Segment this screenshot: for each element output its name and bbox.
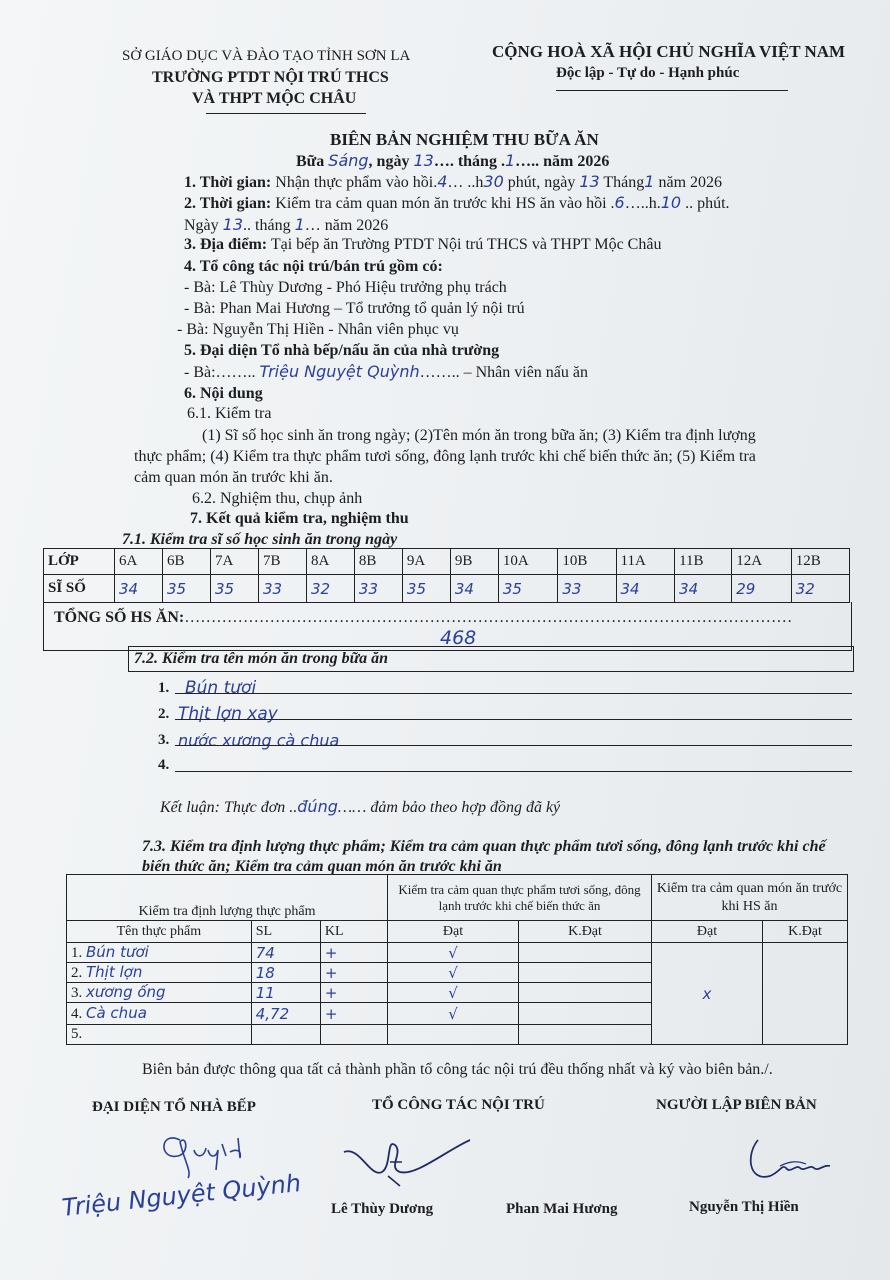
- section-7-3-line2: biến thức ăn; Kiểm tra cảm quan món ăn trước khi ăn: [142, 858, 502, 875]
- count-cell: 29: [732, 575, 792, 603]
- document-title: BIÊN BẢN NGHIỆM THU BỮA ĂN: [330, 130, 599, 149]
- food-kl-cell: +: [320, 963, 387, 983]
- count-cell: 34: [675, 575, 732, 603]
- dish-line-3: [175, 745, 852, 746]
- count-cell: 33: [258, 575, 306, 603]
- food-name-cell: 4. Cà chua: [67, 1003, 252, 1025]
- kitchen-signature: [150, 1120, 260, 1180]
- dish-num-4: 4.: [158, 757, 170, 773]
- class-cell: 10A: [498, 549, 558, 575]
- col-meal-pass: Đạt: [652, 921, 763, 943]
- food-pass-cell: [388, 1025, 519, 1045]
- dish-name-3: nước xương cà chua: [178, 731, 340, 750]
- country-name: CỘNG HOÀ XÃ HỘI CHỦ NGHĨA VIỆT NAM: [492, 42, 846, 61]
- total-value: 468: [440, 627, 477, 649]
- food-sl-cell: [251, 1025, 320, 1045]
- kitchen-name-handwritten: Triệu Nguyệt Quỳnh: [259, 362, 420, 381]
- food-name-cell: 5.: [67, 1025, 252, 1045]
- food-kl-cell: +: [320, 1003, 387, 1025]
- class-cell: 10B: [558, 549, 616, 575]
- section-6-para2: thực phẩm; (4) Kiểm tra thực phẩm tươi sống, đông lạnh trước khi chế biến thức ăn; (5) Kiểm tra: [134, 448, 756, 465]
- class-cell: 6A: [115, 549, 163, 575]
- department-name: SỞ GIÁO DỤC VÀ ĐÀO TẠO TỈNH SƠN LA: [122, 48, 411, 64]
- food-kl-cell: +: [320, 943, 387, 963]
- food-fail-cell: [519, 983, 652, 1003]
- month-handwritten: 1: [504, 151, 516, 170]
- food-sl-cell: 11: [251, 983, 320, 1003]
- member-1: - Bà: Lê Thùy Dương - Phó Hiệu trưởng phụ trách: [184, 279, 507, 296]
- section-6-para1: (1) Sĩ số học sinh ăn trong ngày; (2)Tên món ăn trong bữa ăn; (3) Kiểm tra định lượng: [202, 427, 756, 444]
- food-pass-cell: √: [388, 963, 519, 983]
- author-signature-title: NGƯỜI LẬP BIÊN BẢN: [656, 1097, 817, 1113]
- author-signer-name: Nguyễn Thị Hiền: [689, 1199, 799, 1215]
- section-3: 3. Địa điểm: Tại bếp ăn Trường PTDT Nội trú THCS và THPT Mộc Châu: [184, 236, 662, 253]
- dish-line-2: [175, 719, 852, 720]
- section-1: 1. Thời gian: Nhận thực phẩm vào hồi.4… ..h30 phút, ngày 13 Tháng1 năm 2026: [184, 172, 723, 191]
- section-6-para3: cảm quan món ăn trước khi ăn.: [134, 469, 333, 486]
- class-cell: 6B: [162, 549, 210, 575]
- col-fresh-pass: Đạt: [388, 921, 519, 943]
- count-cell: 35: [402, 575, 450, 603]
- food-kl-cell: [320, 1025, 387, 1045]
- meal-fail-cell: [763, 943, 848, 1045]
- header-left-underline: [206, 113, 366, 114]
- section-7-3-line1: 7.3. Kiểm tra định lượng thực phẩm; Kiểm tra cảm quan thực phẩm tươi sống, đông lạnh trước khi chế: [142, 838, 826, 855]
- count-cell: 35: [210, 575, 258, 603]
- class-cell: 11A: [616, 549, 675, 575]
- food-sl-cell: 4,72: [251, 1003, 320, 1025]
- motto: Độc lập - Tự do - Hạnh phúc: [556, 65, 740, 81]
- count-cell: 32: [306, 575, 354, 603]
- class-cell: 8A: [306, 549, 354, 575]
- count-row: [44, 575, 850, 603]
- author-signature: [740, 1134, 850, 1194]
- class-row-label: LỚP: [44, 549, 115, 575]
- section-6-heading: 6. Nội dung: [184, 385, 263, 402]
- food-name-cell: 1. Bún tươi: [67, 943, 252, 963]
- count-cell: 33: [354, 575, 402, 603]
- menu-conclusion: Kết luận: Thực đơn ..đúng…… đảm bảo theo hợp đồng đã ký: [160, 797, 561, 816]
- team-signature-title: TỔ CÔNG TÁC NỘI TRÚ: [372, 1097, 545, 1113]
- food-fail-cell: [519, 1003, 652, 1025]
- food-sl-cell: 74: [251, 943, 320, 963]
- header-fresh: Kiểm tra cảm quan thực phẩm tươi sống, đông lạnh trước khi chế biến thức ăn: [388, 875, 652, 921]
- member-2: - Bà: Phan Mai Hương – Tổ trưởng tổ quản lý nội trú: [184, 300, 525, 317]
- quality-table: [66, 874, 848, 1045]
- total-label: TỔNG SỐ HS ĂN:……………………………………………………………………………………………………: [54, 609, 793, 626]
- meal-pass-mark: x: [652, 943, 763, 1045]
- header-meal: Kiểm tra cảm quan món ăn trước khi HS ăn: [652, 875, 848, 921]
- closing-statement: Biên bản được thông qua tất cả thành phần tổ công tác nội trú đều thống nhất và ký vào biên bản./.: [142, 1061, 773, 1078]
- school-name-line2: VÀ THPT MỘC CHÂU: [192, 90, 357, 107]
- section-7-1: 7.1. Kiểm tra sĩ số học sinh ăn trong ngày: [122, 531, 398, 548]
- class-cell: 11B: [675, 549, 732, 575]
- count-cell: 32: [791, 575, 849, 603]
- section-7-2: 7.2. Kiểm tra tên món ăn trong bữa ăn: [134, 650, 389, 667]
- team-signature: [340, 1132, 480, 1192]
- dish-name-1: Bún tươi: [185, 678, 257, 698]
- member-3: - Bà: Nguyễn Thị Hiền - Nhân viên phục vụ: [177, 321, 459, 338]
- team-signer-2: Phan Mai Hương: [506, 1201, 618, 1217]
- col-fresh-fail: K.Đạt: [519, 921, 652, 943]
- dish-line-4: [175, 771, 852, 772]
- day-handwritten: 13: [413, 151, 434, 170]
- count-cell: 34: [115, 575, 163, 603]
- food-name-cell: 2. Thịt lợn: [67, 963, 252, 983]
- meal-line: Bữa Sáng, ngày 13…. tháng .1….. năm 2026: [296, 151, 610, 170]
- class-cell: 8B: [354, 549, 402, 575]
- section-2-date: Ngày 13.. tháng 1… năm 2026: [184, 215, 389, 234]
- food-fail-cell: [519, 963, 652, 983]
- class-cell: 9B: [450, 549, 498, 575]
- header-quantity: Kiểm tra định lượng thực phẩm: [67, 875, 388, 921]
- kitchen-representative: - Bà:…….. Triệu Nguyệt Quỳnh…….. – Nhân viên nấu ăn: [184, 362, 588, 381]
- attendance-table: [43, 548, 850, 603]
- food-sl-cell: 18: [251, 963, 320, 983]
- food-fail-cell: [519, 943, 652, 963]
- class-cell: 12B: [791, 549, 849, 575]
- count-cell: 35: [162, 575, 210, 603]
- col-food-name: Tên thực phẩm: [67, 921, 252, 943]
- kitchen-signature-title: ĐẠI DIỆN TỔ NHÀ BẾP: [92, 1099, 256, 1115]
- dish-num-2: 2.: [158, 706, 170, 722]
- dish-name-2: Thịt lợn xay: [178, 704, 278, 724]
- header-right-underline: [556, 90, 788, 91]
- count-cell: 34: [616, 575, 675, 603]
- class-cell: 9A: [402, 549, 450, 575]
- class-cell: 12A: [732, 549, 792, 575]
- section-6-2: 6.2. Nghiệm thu, chụp ảnh: [192, 490, 363, 507]
- count-cell: 34: [450, 575, 498, 603]
- section-4-heading: 4. Tổ công tác nội trú/bán trú gồm có:: [184, 258, 443, 275]
- count-cell: 33: [558, 575, 616, 603]
- count-cell: 35: [498, 575, 558, 603]
- school-name-line1: TRƯỜNG PTDT NỘI TRÚ THCS: [152, 69, 389, 86]
- food-pass-cell: √: [388, 983, 519, 1003]
- col-kl: KL: [320, 921, 387, 943]
- section-6-1: 6.1. Kiểm tra: [187, 405, 272, 422]
- conclusion-handwritten: đúng: [297, 797, 338, 816]
- food-kl-cell: +: [320, 983, 387, 1003]
- section-2: 2. Thời gian: Kiểm tra cảm quan món ăn trước khi HS ăn vào hồi .6…..h.10 .. phút.: [184, 193, 730, 212]
- section-7-heading: 7. Kết quả kiểm tra, nghiệm thu: [190, 510, 409, 527]
- food-fail-cell: [519, 1025, 652, 1045]
- section-5-heading: 5. Đại diện Tổ nhà bếp/nấu ăn của nhà trường: [184, 342, 500, 359]
- team-signer-1: Lê Thùy Dương: [331, 1201, 434, 1217]
- class-cell: 7A: [210, 549, 258, 575]
- count-row-label: SĨ SỐ: [44, 575, 115, 603]
- col-meal-fail: K.Đạt: [763, 921, 848, 943]
- col-sl: SL: [251, 921, 320, 943]
- class-cell: 7B: [258, 549, 306, 575]
- kitchen-signer-name: Triệu Nguyệt Quỳnh: [60, 1168, 303, 1222]
- food-name-cell: 3. xương ống: [67, 983, 252, 1003]
- dish-line-1: [175, 693, 852, 694]
- food-pass-cell: √: [388, 1003, 519, 1025]
- food-row: [67, 943, 848, 963]
- meal-handwritten: Sáng: [328, 151, 369, 170]
- food-pass-cell: √: [388, 943, 519, 963]
- dish-num-3: 3.: [158, 732, 170, 748]
- class-row: [44, 549, 850, 575]
- dish-num-1: 1.: [158, 680, 170, 696]
